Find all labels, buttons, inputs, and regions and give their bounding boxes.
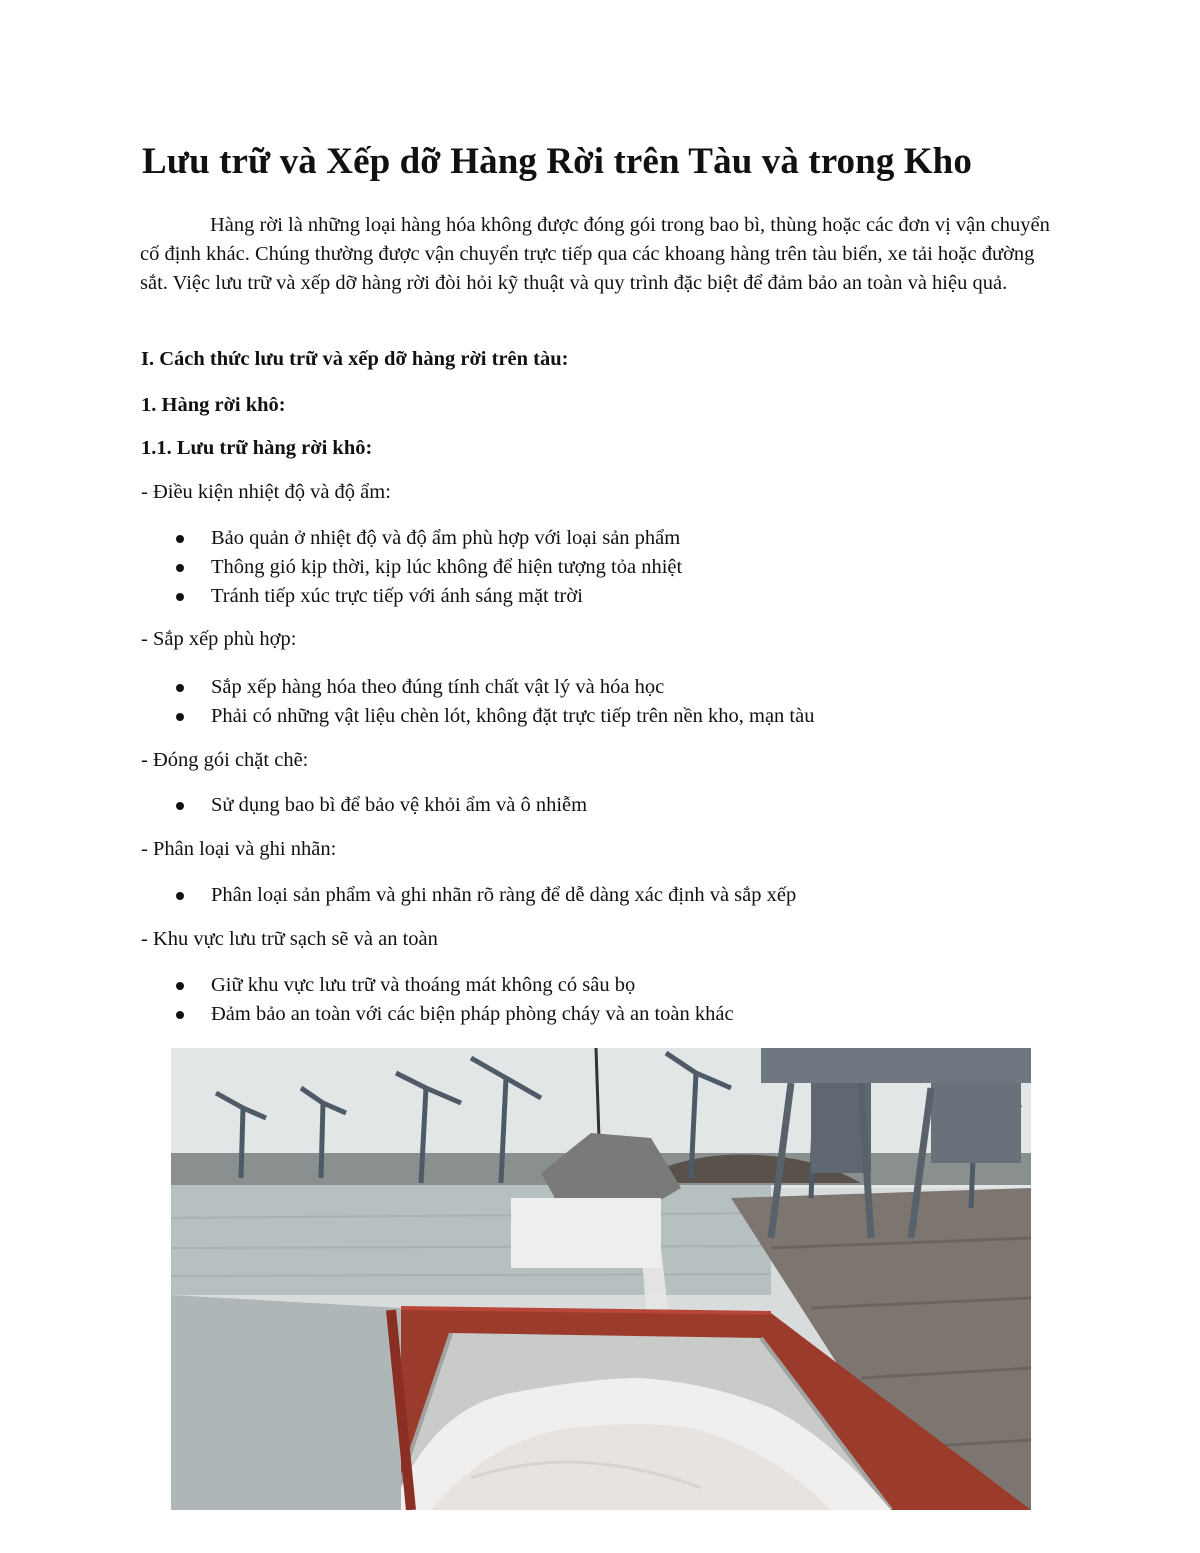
bullet-icon bbox=[176, 564, 184, 572]
list-item: Phải có những vật liệu chèn lót, không đặt trực tiếp trên nền kho, mạn tàu bbox=[0, 702, 814, 731]
bullet-icon bbox=[176, 982, 184, 990]
bullet-icon bbox=[176, 713, 184, 721]
bullet-icon bbox=[176, 1011, 184, 1019]
list-item: Đảm bảo an toàn với các biện pháp phòng cháy và an toàn khác bbox=[0, 1000, 734, 1029]
list-item: Bảo quản ở nhiệt độ và độ ẩm phù hợp với loại sản phẩm bbox=[0, 524, 682, 553]
bullet-icon bbox=[176, 802, 184, 810]
bullet-list-temperature-humidity bbox=[0, 524, 682, 611]
document-title: Lưu trữ và Xếp dỡ Hàng Rời trên Tàu và trong Kho bbox=[142, 141, 972, 182]
group-heading-temperature-humidity: - Điều kiện nhiệt độ và độ ẩm: bbox=[141, 481, 391, 503]
group-heading-packaging: - Đóng gói chặt chẽ: bbox=[141, 749, 309, 771]
bullet-icon bbox=[176, 684, 184, 692]
bullet-icon bbox=[176, 892, 184, 900]
port-illustration bbox=[171, 1048, 1031, 1510]
bullet-icon bbox=[176, 593, 184, 601]
bullet-list-packaging bbox=[0, 791, 587, 820]
list-item: Phân loại sản phẩm và ghi nhãn rõ ràng để dễ dàng xác định và sắp xếp bbox=[0, 881, 796, 910]
list-item: Tránh tiếp xúc trực tiếp với ánh sáng mặt trời bbox=[0, 582, 682, 611]
bullet-list-labeling bbox=[0, 881, 796, 910]
list-item: Sử dụng bao bì để bảo vệ khỏi ẩm và ô nhiễm bbox=[0, 791, 587, 820]
group-heading-storage-area: - Khu vực lưu trữ sạch sẽ và an toàn bbox=[141, 928, 438, 950]
group-heading-labeling: - Phân loại và ghi nhãn: bbox=[141, 838, 337, 860]
bullet-icon bbox=[176, 535, 184, 543]
group-heading-arrangement: - Sắp xếp phù hợp: bbox=[141, 628, 297, 650]
list-item: Thông gió kịp thời, kịp lúc không để hiện tượng tỏa nhiệt bbox=[0, 553, 682, 582]
list-item: Sắp xếp hàng hóa theo đúng tính chất vật lý và hóa học bbox=[0, 673, 814, 702]
bullet-list-arrangement bbox=[0, 673, 814, 731]
bullet-list-storage-area bbox=[0, 971, 734, 1029]
intro-paragraph: Hàng rời là những loại hàng hóa không được đóng gói trong bao bì, thùng hoặc các đơn vị vận chuyển cố định khác. Chúng thường được vận chuyển trực tiếp qua các khoang hàng trên tàu biển, xe tải hoặc đường sắt. Việc lưu trữ và xếp dỡ hàng rời đòi hỏi kỹ thuật và quy trình đặc biệt để đảm bảo an toàn và hiệu quả. bbox=[140, 214, 1050, 294]
section-heading-1: I. Cách thức lưu trữ và xếp dỡ hàng rời trên tàu: bbox=[141, 348, 569, 370]
subheading-dry-bulk: 1. Hàng rời khô: bbox=[141, 394, 286, 416]
port-bulk-loading-photo bbox=[171, 1048, 1031, 1510]
subheading-dry-bulk-storage: 1.1. Lưu trữ hàng rời khô: bbox=[141, 437, 373, 459]
list-item: Giữ khu vực lưu trữ và thoáng mát không có sâu bọ bbox=[0, 971, 734, 1000]
